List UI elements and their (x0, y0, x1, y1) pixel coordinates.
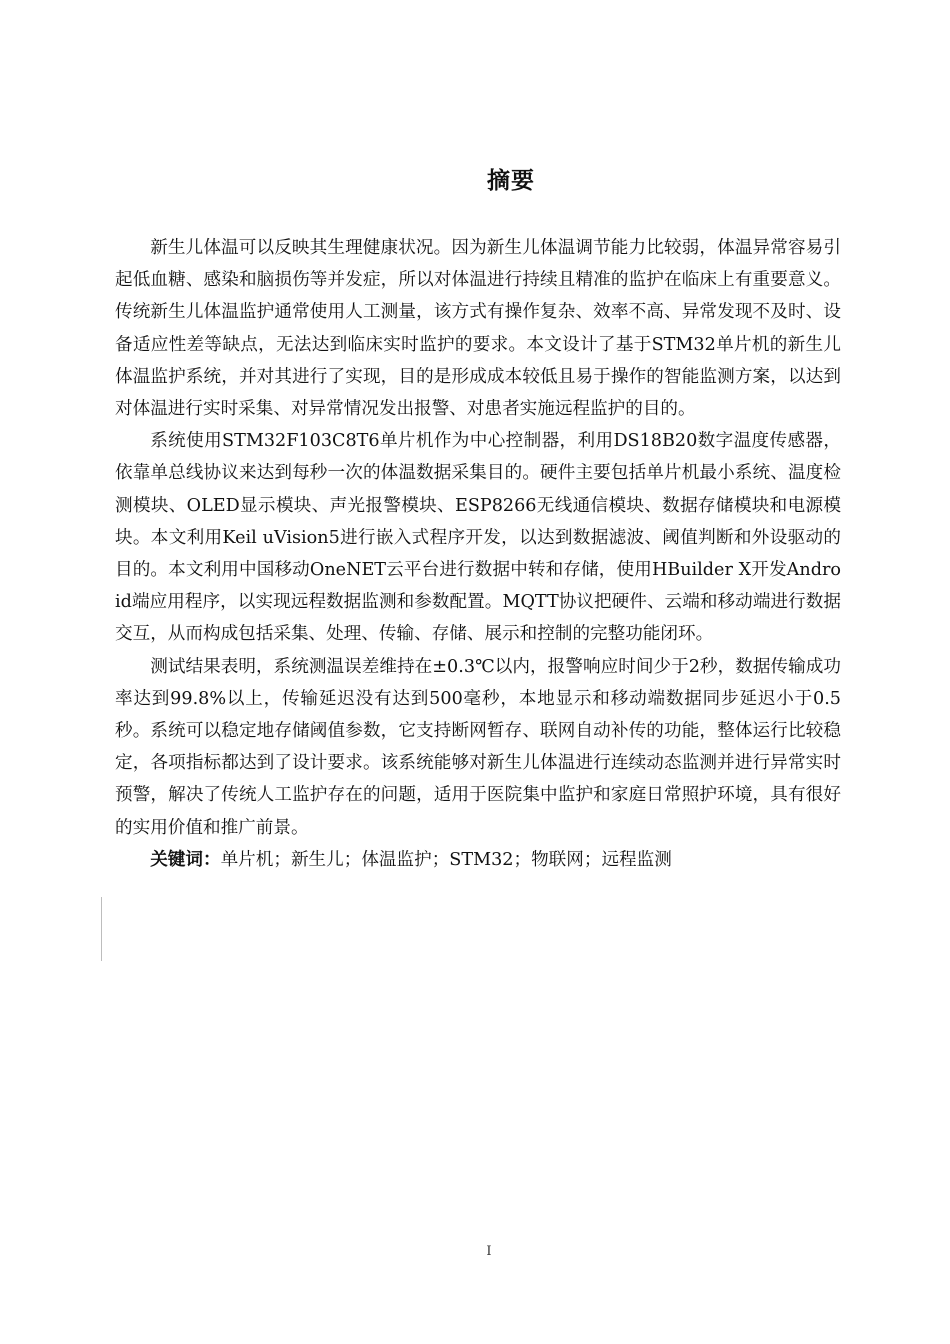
abstract-title: 摘要 (487, 168, 535, 194)
keywords-text: 单片机；新生儿；体温监护；STM32；物联网；远程监测 (220, 849, 672, 870)
abstract-paragraph-2: 系统使用STM32F103C8T6单片机作为中心控制器，利用DS18B20数字温度传感器，依靠单总线协议来达到每秒一次的体温数据采集目的。硬件主要包括单片机最小系统、温度检测模块、OLED显示模块、声光报警模块、ESP8266无线通信模块、数据存储模块和电源模块。本文利用Keil uVision5进行嵌入式程序开发，以达到数据滤波、阈值判断和外设驱动的目的。本文利用中国移动OneNET云平台进行数据中转和存储，使用HBuilder X开发Android端应用程序，以实现远程数据监测和参数配置。MQTT协议把硬件、云端和移动端进行数据交互，从而构成包括采集、处理、传输、存储、展示和控制的完整功能闭环。 (115, 431, 841, 645)
abstract-body (115, 232, 841, 876)
keywords-line (115, 844, 841, 876)
page-number: I (486, 1244, 492, 1259)
abstract-paragraph-1: 新生儿体温可以反映其生理健康状况。因为新生儿体温调节能力比较弱，体温异常容易引起低血糖、感染和脑损伤等并发症，所以对体温进行持续且精准的监护在临床上有重要意义。传统新生儿体温监护通常使用人工测量，该方式有操作复杂、效率不高、异常发现不及时、设备适应性差等缺点，无法达到临床实时监护的要求。本文设计了基于STM32单片机的新生儿体温监护系统，并对其进行了实现，目的是形成成本较低且易于操作的智能监测方案，以达到对体温进行实时采集、对异常情况发出报警、对患者实施远程监护的目的。 (115, 238, 841, 420)
keywords-label: 关键词： (150, 849, 221, 870)
abstract-paragraph-3: 测试结果表明，系统测温误差维持在±0.3℃以内，报警响应时间少于2秒，数据传输成功率达到99.8%以上，传输延迟没有达到500毫秒，本地显示和移动端数据同步延迟小于0.5秒。系统可以稳定地存储阈值参数，它支持断网暂存、联网自动补传的功能，整体运行比较稳定，各项指标都达到了设计要求。该系统能够对新生儿体温进行连续动态监测并进行异常实时预警，解决了传统人工监护存在的问题，适用于医院集中监护和家庭日常照护环境，具有很好的实用价值和推广前景。 (115, 656, 841, 838)
margin-change-bar (101, 897, 102, 961)
